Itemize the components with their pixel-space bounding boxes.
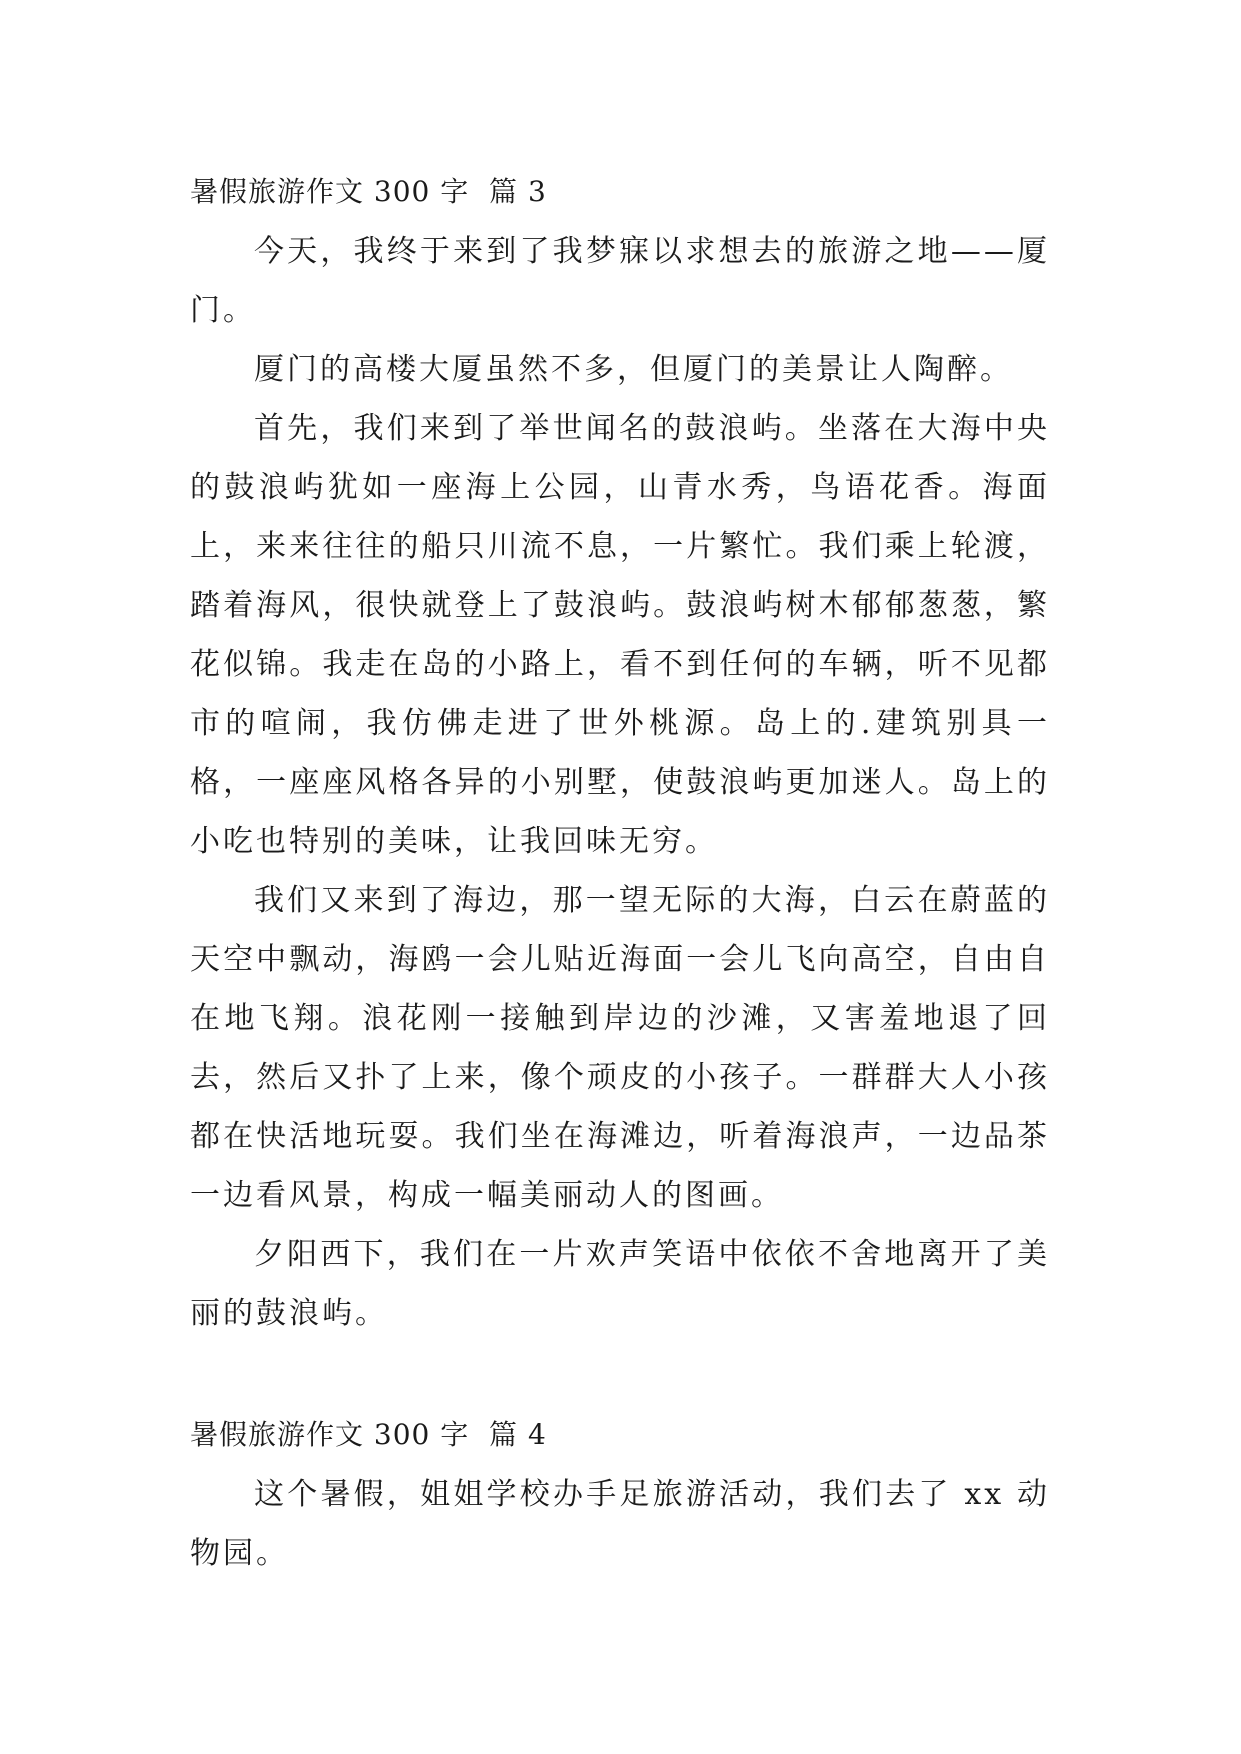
paragraph: 这个暑假，姐姐学校办手足旅游活动，我们去了 xx 动物园。 [190,1477,1050,1571]
paragraph: 我们又来到了海边，那一望无际的大海，白云在蔚蓝的天空中飘动，海鸥一会儿贴近海面一会儿飞向高空，自由自在地飞翔。浪花刚一接触到岸边的沙滩，又害羞地退了回去，然后又扑了上来，像个顽皮的小孩子。一群群大人小孩都在快活地玩耍。我们坐在海滩边，听着海浪声，一边品茶一边看风景，构成一幅美丽动人的图画。 [190,883,1050,1213]
section-title: 暑假旅游作文 300 字 篇 4 [190,1418,547,1451]
paragraph: 厦门的高楼大厦虽然不多，但厦门的美景让人陶醉。 [254,352,1013,387]
paragraph: 夕阳西下，我们在一片欢声笑语中依依不舍地离开了美丽的鼓浪屿。 [190,1237,1050,1331]
text-column [190,162,1050,1583]
paragraph: 今天，我终于来到了我梦寐以求想去的旅游之地——厦门。 [190,234,1050,328]
paragraph: 首先，我们来到了举世闻名的鼓浪屿。坐落在大海中央的鼓浪屿犹如一座海上公园，山青水秀，鸟语花香。海面上，来来往往的船只川流不息，一片繁忙。我们乘上轮渡，踏着海风，很快就登上了鼓浪屿。鼓浪屿树木郁郁葱葱，繁花似锦。我走在岛的小路上，看不到任何的车辆，听不见都市的喧闹，我仿佛走进了世外桃源。岛上的.建筑别具一格，一座座风格各异的小别墅，使鼓浪屿更加迷人。岛上的小吃也特别的美味，让我回味无穷。 [190,411,1050,859]
section-spacer [190,1343,1050,1405]
section-title: 暑假旅游作文 300 字 篇 3 [190,175,547,208]
section-3 [190,162,1050,1343]
section-4 [190,1405,1050,1583]
